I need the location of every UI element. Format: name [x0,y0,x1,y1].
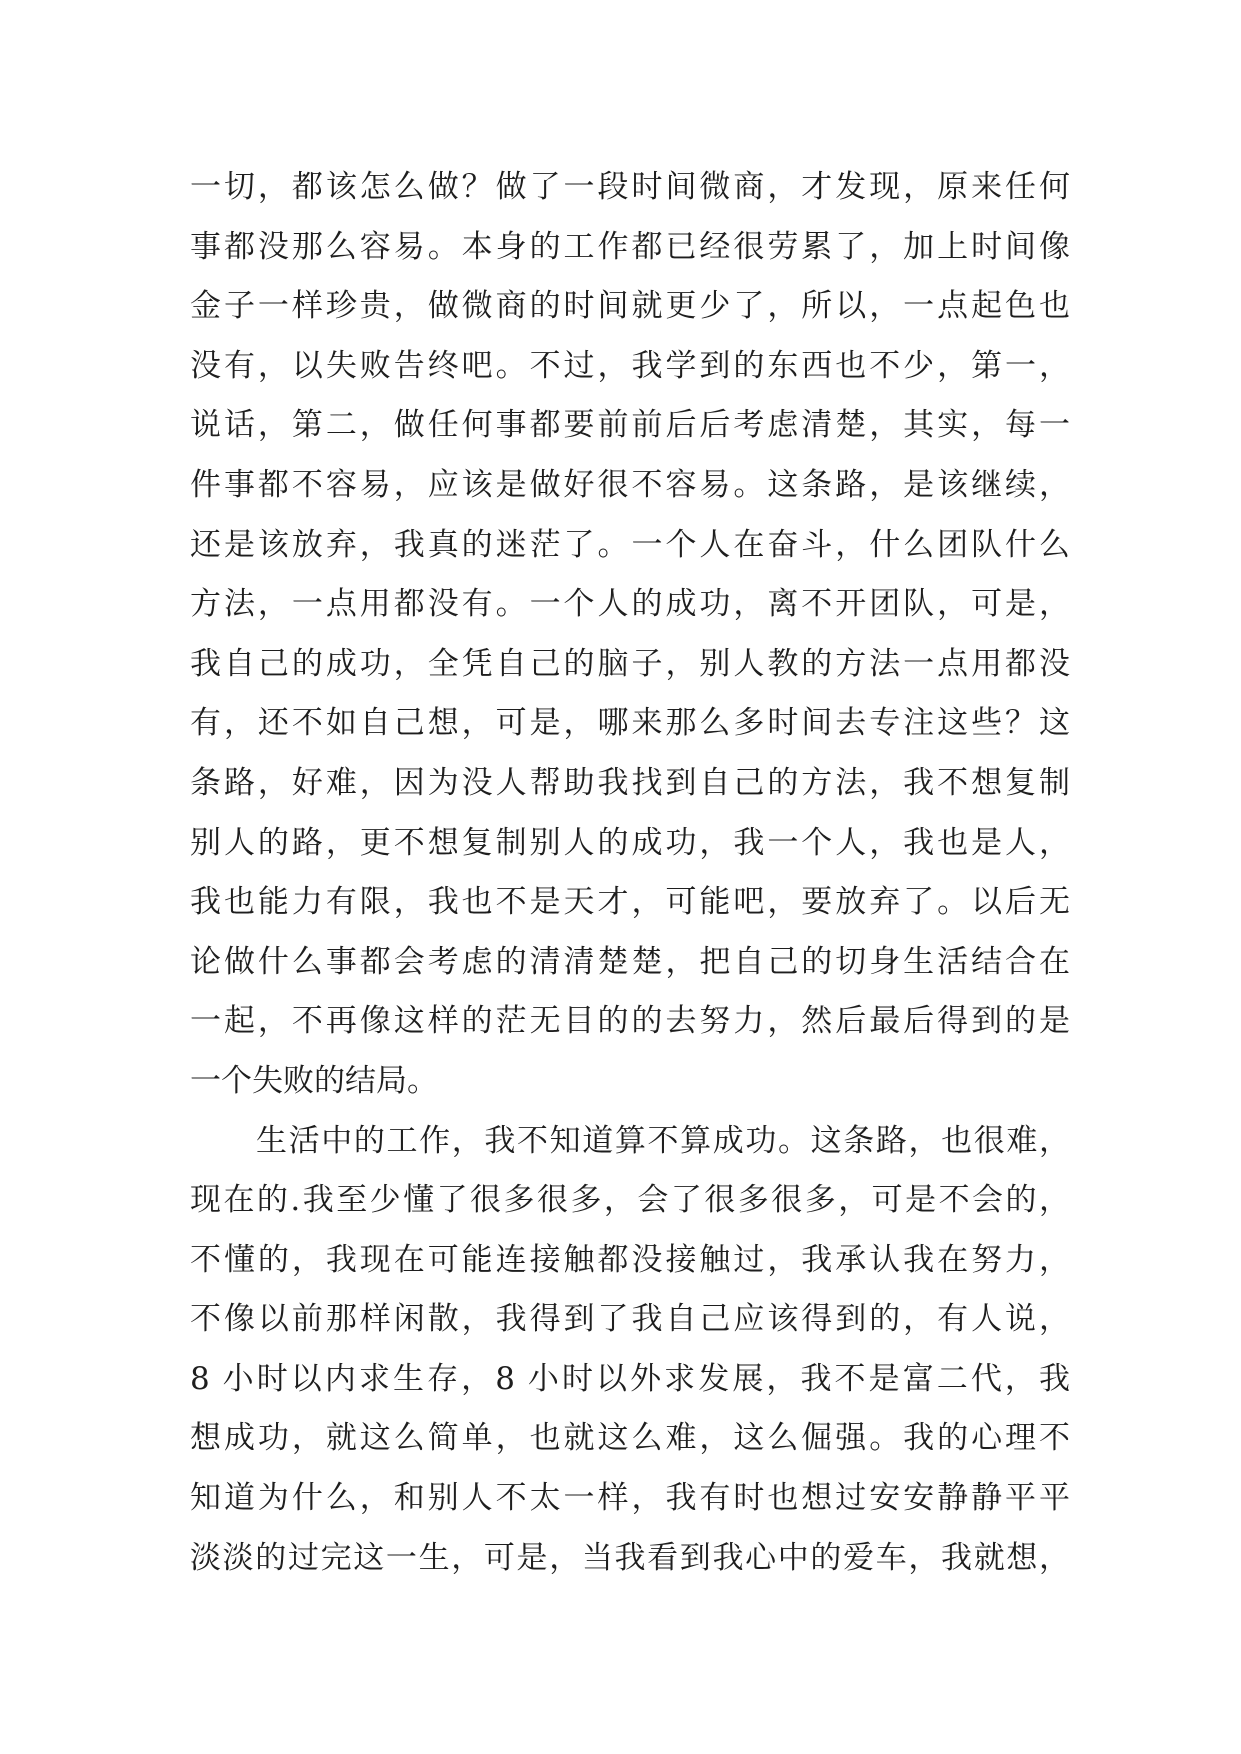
text-line: 生活中的工作，我不知道算不算成功。这条路，也很难， [256,1122,1070,1159]
text-line: 条路，好难，因为没人帮助我找到自己的方法，我不想复制 [190,764,1070,801]
text-line: 论做什么事都会考虑的清清楚楚，把自己的切身生活结合在 [190,943,1070,980]
text-line: 知道为什么，和别人不太一样，我有时也想过安安静静平平 [190,1480,1070,1517]
text-line: 不像以前那样闲散，我得到了我自己应该得到的，有人说， [190,1301,1070,1338]
text-line: 淡淡的过完这一生，可是，当我看到我心中的爱车，我就想， [190,1539,1070,1576]
text-line: 不懂的，我现在可能连接触都没接触过，我承认我在努力， [190,1241,1070,1278]
text-line: 有，还不如自己想，可是，哪来那么多时间去专注这些？这 [190,705,1070,742]
text-line: 金子一样珍贵，做微商的时间就更少了，所以，一点起色也 [190,288,1070,325]
text-line: 说话，第二，做任何事都要前前后后考虑清楚，其实，每一 [190,407,1070,444]
text-line: 事都没那么容易。本身的工作都已经很劳累了，加上时间像 [190,228,1070,265]
paragraph-2 [190,1112,1070,1589]
text-line: 我自己的成功，全凭自己的脑子，别人教的方法一点用都没 [190,645,1070,682]
text-line: 件事都不容易，应该是做好很不容易。这条路，是该继续， [190,466,1070,503]
text-line: 还是该放弃，我真的迷茫了。一个人在奋斗，什么团队什么 [190,526,1070,563]
text-line: 想成功，就这么简单，也就这么难，这么倔强。我的心理不 [190,1420,1070,1457]
text-line: 没有，以失败告终吧。不过，我学到的东西也不少，第一， [190,347,1070,384]
text-line: 一起，不再像这样的茫无目的的去努力，然后最后得到的是 [190,1003,1070,1040]
text-line: 方法，一点用都没有。一个人的成功，离不开团队，可是， [190,586,1070,623]
text-line: 一切，都该怎么做？做了一段时间微商，才发现，原来任何 [190,169,1070,205]
text-line: 现在的.我至少懂了很多很多，会了很多很多，可是不会的， [190,1182,1070,1219]
document-body [190,158,1070,1588]
text-line: 别人的路，更不想复制别人的成功，我一个人，我也是人， [190,824,1070,861]
text-line: 一个失败的结局。 [190,1062,438,1099]
text-line: 我也能力有限，我也不是天才，可能吧，要放弃了。以后无 [190,884,1070,921]
paragraph-1 [190,158,1070,1112]
text-line: 8 小时以内求生存，8 小时以外求发展，我不是富二代，我 [190,1360,1070,1397]
